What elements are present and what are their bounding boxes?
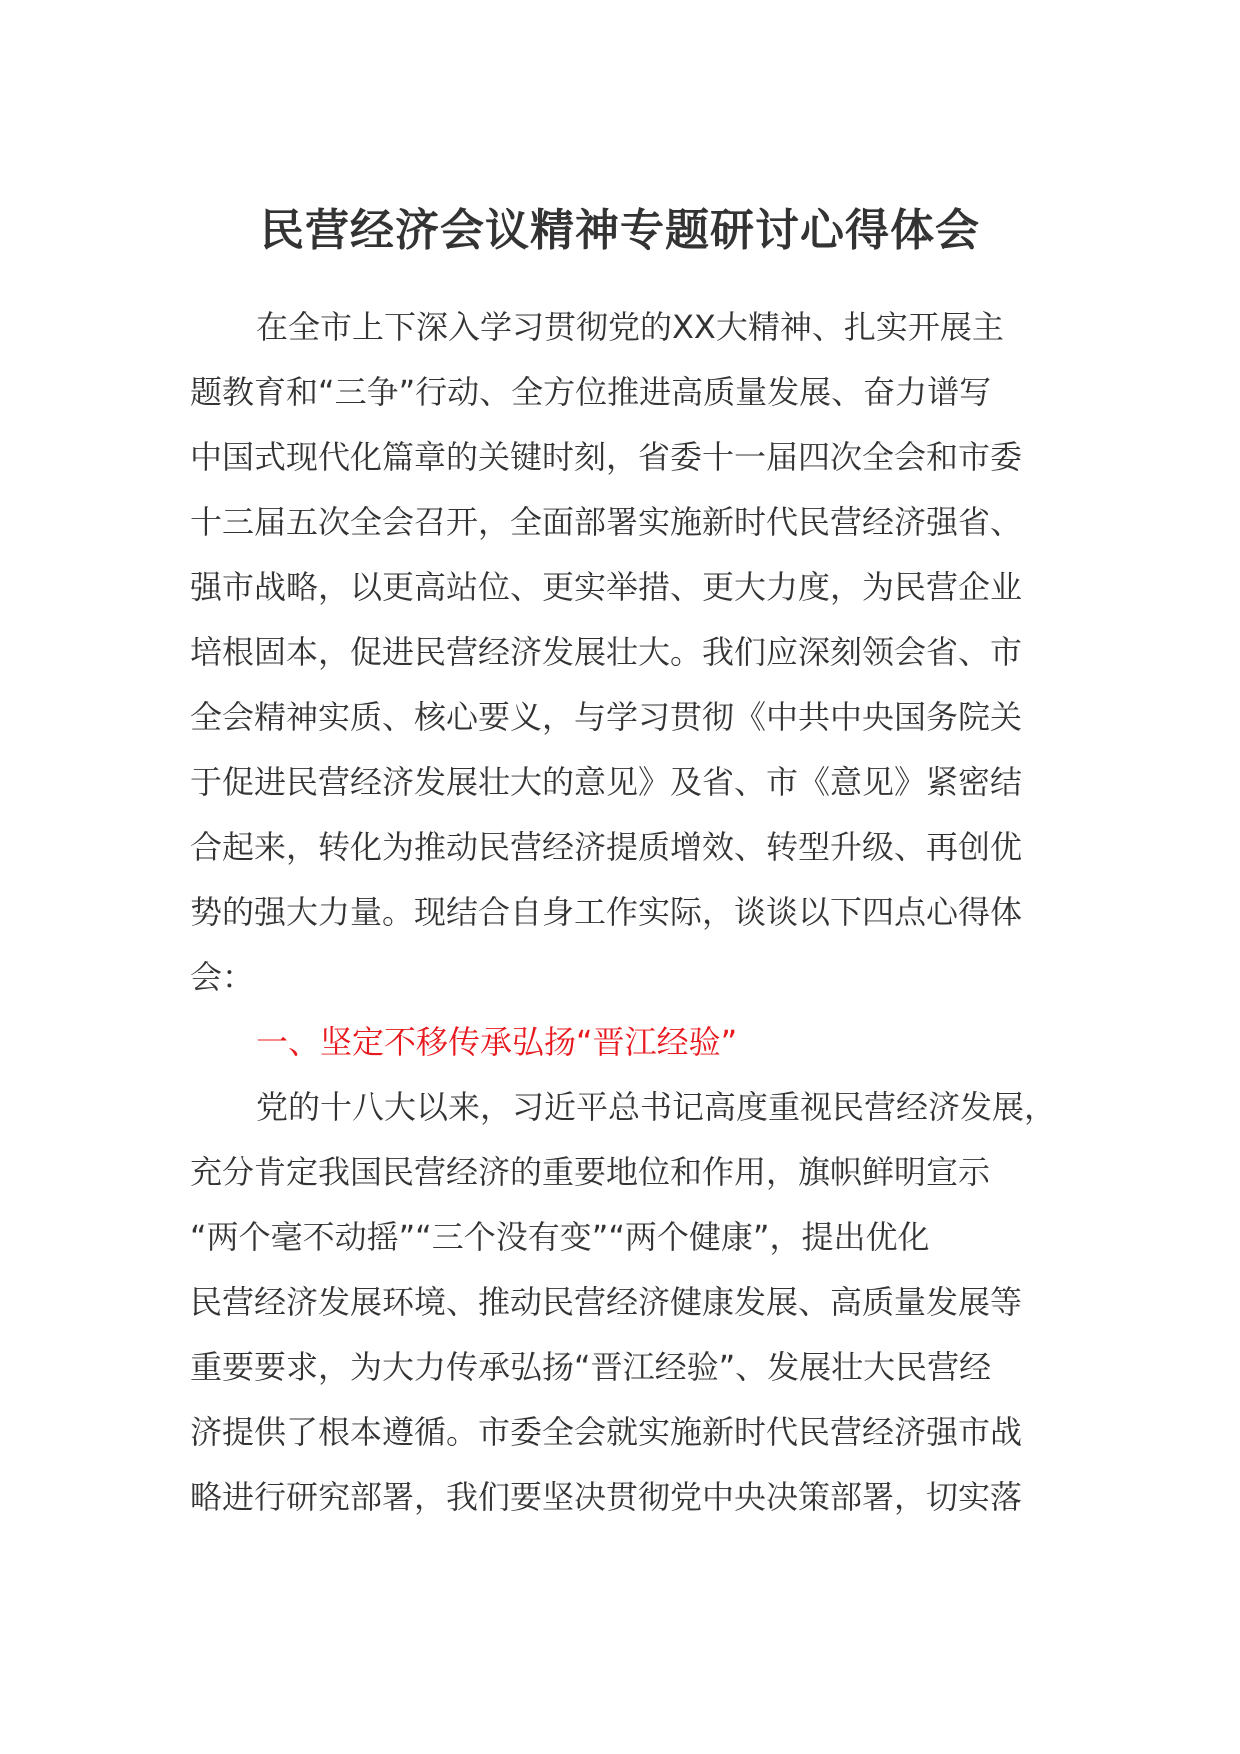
paragraph-line: 略进行研究部署，我们要坚决贯彻党中央决策部署，切实落 bbox=[190, 1478, 1023, 1516]
paragraph-line: 会： bbox=[190, 958, 255, 996]
paragraph-line: 济提供了根本遵循。市委全会就实施新时代民营经济强市战 bbox=[190, 1413, 1023, 1451]
paragraph-line: 重要要求，为大力传承弘扬“晋江经验”、发展壮大民营经 bbox=[190, 1348, 992, 1386]
paragraph-line: 势的强大力量。现结合自身工作实际，谈谈以下四点心得体 bbox=[190, 893, 1023, 931]
section-heading: 一、坚定不移传承弘扬“晋江经验” bbox=[256, 1023, 738, 1061]
paragraph-line: 民营经济发展环境、推动民营经济健康发展、高质量发展等 bbox=[190, 1283, 1023, 1321]
paragraph-line: 培根固本，促进民营经济发展壮大。我们应深刻领会省、市 bbox=[190, 633, 1023, 671]
paragraph-line: 强市战略，以更高站位、更实举措、更大力度，为民营企业 bbox=[190, 568, 1023, 606]
paragraph-line: 在全市上下深入学习贯彻党的XX大精神、扎实开展主 bbox=[256, 308, 1004, 346]
document-body bbox=[190, 295, 1070, 1530]
paragraph-line: 中国式现代化篇章的关键时刻，省委十一届四次全会和市委 bbox=[190, 438, 1023, 476]
paragraph-line: 合起来，转化为推动民营经济提质增效、转型升级、再创优 bbox=[190, 828, 1023, 866]
document-title: 民营经济会议精神专题研讨心得体会 bbox=[260, 205, 980, 256]
paragraph-line: 全会精神实质、核心要义，与学习贯彻《中共中央国务院关 bbox=[190, 698, 1023, 736]
paragraph-line: 题教育和“三争”行动、全方位推进高质量发展、奋力谱写 bbox=[190, 373, 992, 411]
section-1-paragraph bbox=[190, 1075, 1070, 1530]
paragraph-line: 十三届五次全会召开，全面部署实施新时代民营经济强省、 bbox=[190, 503, 1023, 541]
paragraph-line: 党的十八大以来，习近平总书记高度重视民营经济发展， bbox=[256, 1088, 1057, 1126]
paragraph-line: 于促进民营经济发展壮大的意见》及省、市《意见》紧密结 bbox=[190, 763, 1023, 801]
paragraph-line: “两个毫不动摇”“三个没有变”“两个健康”，提出优化 bbox=[190, 1218, 930, 1256]
section-1 bbox=[190, 1010, 1070, 1075]
intro-paragraph bbox=[190, 295, 1070, 1010]
paragraph-line: 充分肯定我国民营经济的重要地位和作用，旗帜鲜明宣示 bbox=[190, 1153, 991, 1191]
